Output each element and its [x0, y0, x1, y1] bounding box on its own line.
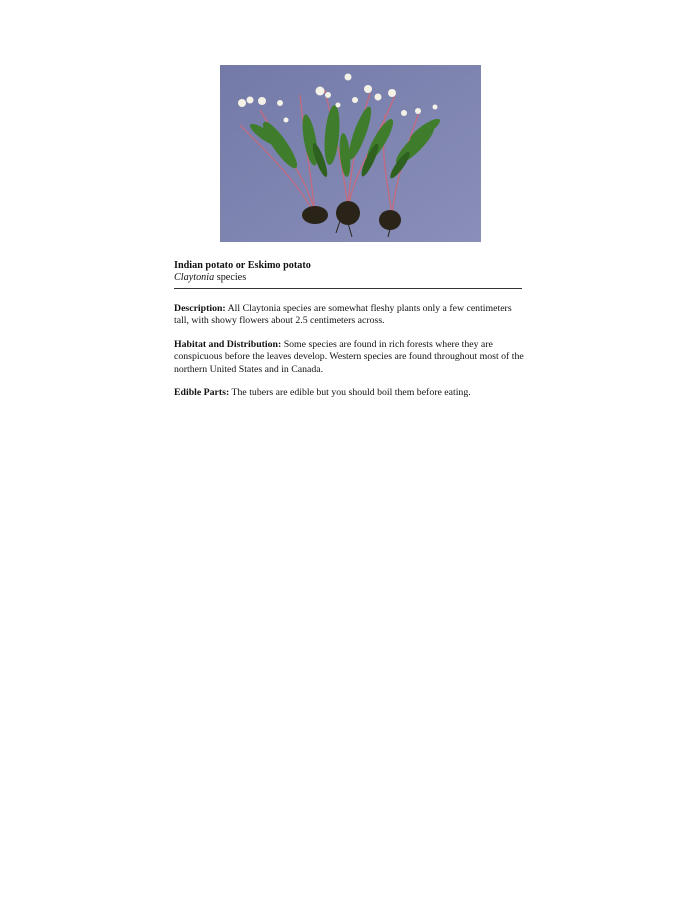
plant-description-body: [174, 303, 524, 411]
plant-heading: [174, 260, 524, 284]
description-text: All Claytonia species are somewhat fleshy plants only a few centimeters tall, with showy flowers about 2.5 centimeters across.: [174, 303, 512, 327]
scientific-suffix: species: [214, 272, 247, 283]
habitat-text: Some species are found in rich forests where they are conspicuous before the leaves develop. Western species are found throughout most of the northern United States and in Canada.: [174, 339, 524, 375]
claytonia-plant-photo-icon: [220, 65, 481, 242]
description-paragraph: [174, 303, 524, 328]
edible-paragraph: [174, 387, 524, 399]
heading-divider: [174, 288, 522, 289]
habitat-paragraph: [174, 339, 524, 376]
edible-text: The tubers are edible but you should boil them before eating.: [229, 387, 471, 399]
edible-label: Edible Parts:: [174, 387, 230, 399]
scientific-name-line: [174, 272, 524, 284]
description-label: Description:: [174, 303, 226, 314]
habitat-label: Habitat and Distribution:: [174, 339, 282, 351]
scientific-name: Claytonia: [174, 272, 215, 283]
common-name: Indian potato or Eskimo potato: [174, 260, 311, 271]
plant-photo: [220, 65, 481, 242]
